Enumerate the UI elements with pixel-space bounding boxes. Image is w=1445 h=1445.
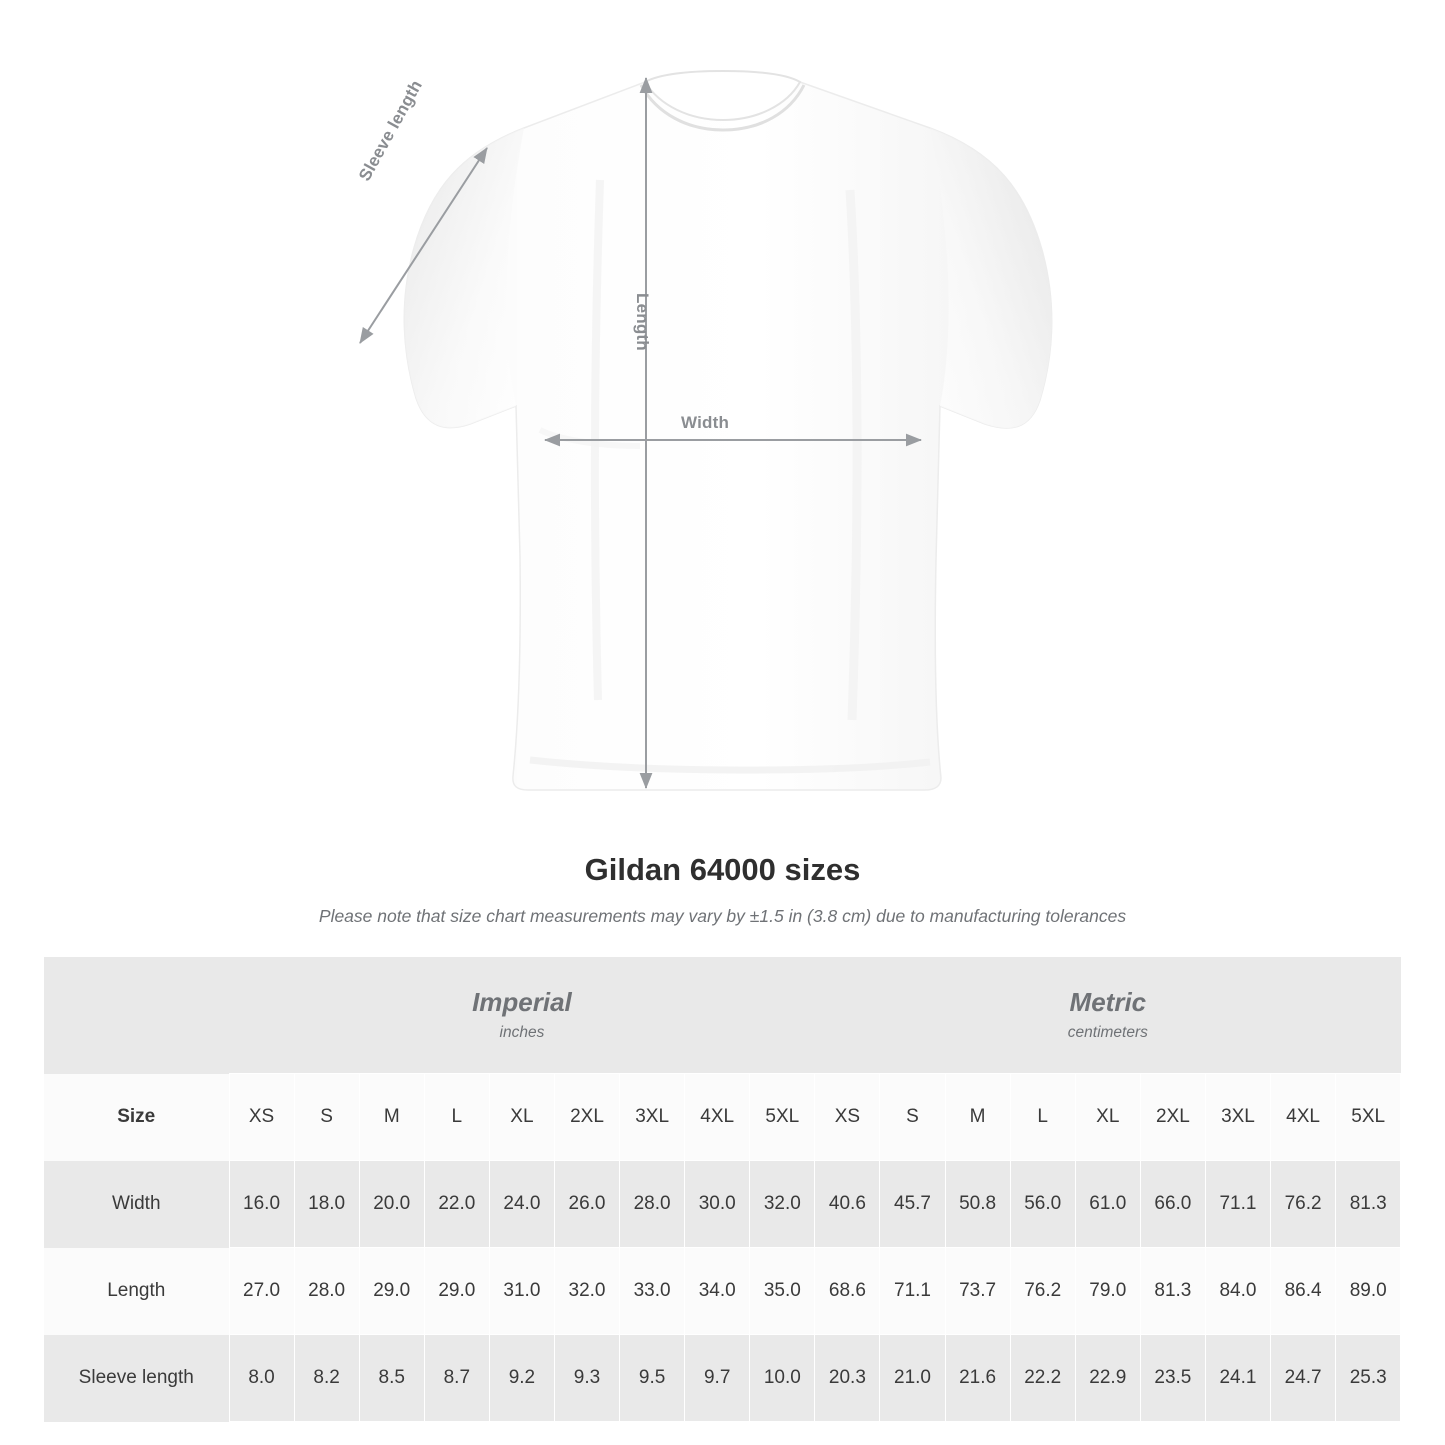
table-cell: 26.0 [554,1161,619,1248]
row-label-width: Width [44,1161,229,1248]
table-cell: 8.5 [359,1335,424,1422]
table-cell: 9.3 [554,1335,619,1422]
table-cell: 32.0 [750,1161,815,1248]
size-table [44,957,1401,1422]
table-cell: 86.4 [1271,1248,1336,1335]
width-dimension-label: Width [681,413,730,432]
size-header-cell: 4XL [685,1074,750,1161]
table-cell: 20.3 [815,1335,880,1422]
table-cell: 66.0 [1140,1161,1205,1248]
table-cell: 81.3 [1336,1161,1401,1248]
size-header-cell: XS [229,1074,294,1161]
table-cell: 24.0 [489,1161,554,1248]
table-cell: 29.0 [359,1248,424,1335]
size-header-cell: S [880,1074,945,1161]
measurement-note: Please note that size chart measurements may vary by ±1.5 in (3.8 cm) due to manufacturing tolerances [318,906,1127,926]
size-header-row [44,1074,1401,1161]
imperial-unit-header [229,957,815,1074]
table-cell: 25.3 [1336,1335,1401,1422]
table-cell: 22.2 [1010,1335,1075,1422]
table-cell: 18.0 [294,1161,359,1248]
size-header-cell: M [359,1074,424,1161]
row-label-sleeve-length: Sleeve length [44,1335,229,1422]
unit-header-row [44,957,1401,1074]
table-cell: 21.0 [880,1335,945,1422]
size-header-cell: 5XL [1336,1074,1401,1161]
row-label-length: Length [44,1248,229,1335]
table-cell: 28.0 [294,1248,359,1335]
table-cell: 16.0 [229,1161,294,1248]
table-cell: 34.0 [685,1248,750,1335]
table-cell: 27.0 [229,1248,294,1335]
table-cell: 33.0 [620,1248,685,1335]
table-cell: 89.0 [1336,1248,1401,1335]
table-cell: 50.8 [945,1161,1010,1248]
page-title: Gildan 64000 sizes [584,852,861,887]
table-cell: 8.2 [294,1335,359,1422]
size-header-cell: 2XL [1140,1074,1205,1161]
table-cell: 20.0 [359,1161,424,1248]
imperial-subtitle: inches [499,1024,545,1042]
metric-title: Metric [1069,986,1147,1017]
table-row [44,1161,1401,1248]
length-dimension-label: Length [633,293,652,351]
table-cell: 29.0 [424,1248,489,1335]
table-cell: 61.0 [1075,1161,1140,1248]
table-cell: 76.2 [1271,1161,1336,1248]
size-header-cell: XL [489,1074,554,1161]
table-cell: 40.6 [815,1161,880,1248]
table-cell: 35.0 [750,1248,815,1335]
size-header-cell: L [1010,1074,1075,1161]
size-header-cell: 2XL [554,1074,619,1161]
table-cell: 10.0 [750,1335,815,1422]
unit-spacer [44,957,229,1074]
size-header-cell: 5XL [750,1074,815,1161]
table-cell: 68.6 [815,1248,880,1335]
table-cell: 71.1 [880,1248,945,1335]
table-cell: 56.0 [1010,1161,1075,1248]
table-cell: 24.7 [1271,1335,1336,1422]
size-header-cell: L [424,1074,489,1161]
table-cell: 31.0 [489,1248,554,1335]
table-cell: 84.0 [1205,1248,1270,1335]
table-cell: 76.2 [1010,1248,1075,1335]
table-cell: 22.9 [1075,1335,1140,1422]
table-cell: 9.2 [489,1335,554,1422]
metric-subtitle: centimeters [1067,1024,1148,1042]
table-cell: 22.0 [424,1161,489,1248]
size-header-cell: 3XL [620,1074,685,1161]
table-cell: 32.0 [554,1248,619,1335]
size-header-cell: XS [815,1074,880,1161]
table-cell: 8.7 [424,1335,489,1422]
table-row [44,1248,1401,1335]
table-cell: 21.6 [945,1335,1010,1422]
table-cell: 24.1 [1205,1335,1270,1422]
size-table-container [44,957,1401,1422]
table-cell: 79.0 [1075,1248,1140,1335]
table-cell: 8.0 [229,1335,294,1422]
size-header-cell: 4XL [1271,1074,1336,1161]
table-cell: 71.1 [1205,1161,1270,1248]
table-cell: 45.7 [880,1161,945,1248]
size-header-cell: M [945,1074,1010,1161]
size-header-cell: S [294,1074,359,1161]
table-cell: 23.5 [1140,1335,1205,1422]
size-row-label: Size [44,1074,229,1161]
size-header-cell: 3XL [1205,1074,1270,1161]
table-cell: 73.7 [945,1248,1010,1335]
imperial-title: Imperial [472,986,572,1017]
table-row [44,1335,1401,1422]
size-header-cell: XL [1075,1074,1140,1161]
table-cell: 9.5 [620,1335,685,1422]
table-cell: 28.0 [620,1161,685,1248]
table-cell: 81.3 [1140,1248,1205,1335]
metric-unit-header [815,957,1401,1074]
sleeve-length-dimension-label: Sleeve length [355,76,427,185]
table-cell: 9.7 [685,1335,750,1422]
table-cell: 30.0 [685,1161,750,1248]
